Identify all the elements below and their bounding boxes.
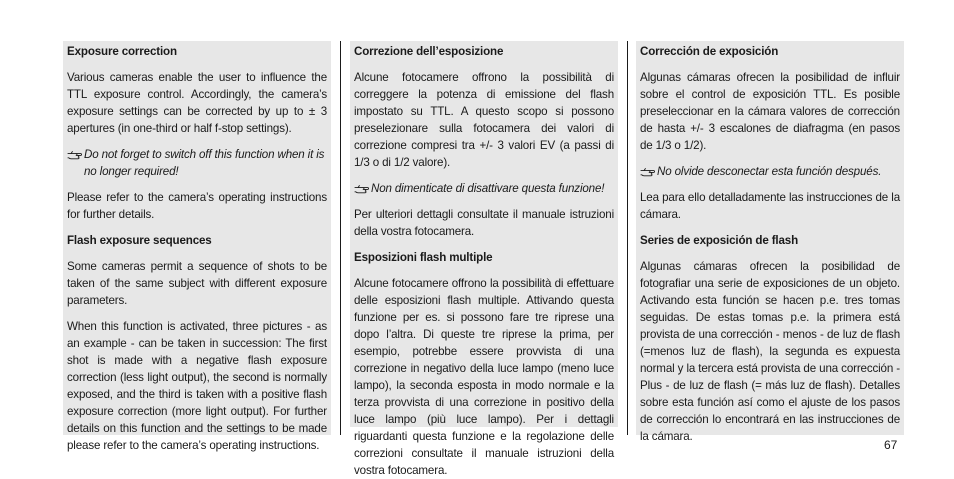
heading-flash-exposure-sequences: Flash exposure sequences <box>67 234 212 247</box>
heading-esposizioni-flash-multiple: Esposizioni flash multiple <box>354 251 493 264</box>
paragraph-correccion-exposicion: Algunas cámaras ofrecen la posibilidad de influir sobre el control de exposición TTL. Es posible preseleccionar en la cámara valores de corrección de hasta +/- 3 escalones de diafragma (en pasos de 1/3 o 1/2). <box>640 71 900 152</box>
paragraph-further-details: Please refer to the camera’s operating instructions for further details. <box>67 191 327 221</box>
heading-correccion-exposicion: Corrección de exposición <box>640 45 779 58</box>
page-number: 67 <box>884 438 898 452</box>
note <box>640 163 900 180</box>
paragraph-correzione-esposizione: Alcune fotocamere offrono la possibilità di correggere la potenza di emissione del flash impostato su TTL. A questo scopo si possono preselezionare sulla fotocamera dei valori di correzione compresi tra +/- 3 valori EV (a passi di 1/3 o di 1/2 valore). <box>354 71 614 169</box>
note-text: Non dimenticate di disattivare questa funzione! <box>371 182 605 195</box>
heading-exposure-correction: Exposure correction <box>67 45 177 58</box>
paragraph-exposure-correction: Various cameras enable the user to influence the TTL exposure control. Accordingly, the camera’s exposure settings can be corrected by up to ± 3 apertures (in one-third or half f-stop settings). <box>67 71 327 135</box>
paragraph-ulteriori-dettagli: Per ulteriori dettagli consultate il manuale istruzioni della vostra fotocamera. <box>354 208 614 238</box>
note-text: Do not forget to switch off this function when it is no longer required! <box>84 148 325 178</box>
column-english <box>63 41 331 452</box>
column-divider <box>627 41 628 435</box>
pointing-hand-icon <box>640 163 657 180</box>
paragraph-esposizioni-multiple: Alcune fotocamere offrono la possibilità di effettuare delle esposizioni flash multiple. Attivando questa funzione per es. si possono fare tre riprese una dopo l’altra. Di queste tre riprese la prima, per esempio, potrebbe essere provvista di una correzione in negativo della luce lampo (meno luce lampo), la seconda esposta in modo normale e la terza provvista di una correzione in positivo della luce lampo (più luce lampo). Per i dettagli riguardanti questa funzione e la regolazione delle correzioni consultate il manuale istruzioni della vostra fotocamera. <box>354 277 614 477</box>
pointing-hand-icon <box>354 180 371 197</box>
note <box>67 146 327 180</box>
note-text: No olvide desconectar esta función después. <box>657 165 882 178</box>
pointing-hand-icon <box>67 146 84 163</box>
note <box>354 180 614 197</box>
paragraph-sequences-intro: Some cameras permit a sequence of shots to be taken of the same subject with different exposure parameters. <box>67 260 327 307</box>
paragraph-lea-instrucciones: Lea para ello detalladamente las instrucciones de la cámara. <box>640 191 900 221</box>
paragraph-series-exposicion: Algunas cámaras ofrecen la posibilidad de fotografiar una serie de exposiciones de un objeto. Activando esta función se hacen p.e. tres tomas seguidas. De estas tomas p.e. la primera está provista de una corrección - menos - de luz de flash (=menos luz de flash), la segunda es expuesta normal y la tercera está provista de una corrección - Plus - de luz de flash (= más luz de flash). Detalles sobre esta función así como el ajuste de los pasos de corrección lo encontrará en las instrucciones de la cámara. <box>640 260 900 443</box>
column-italian <box>350 41 618 477</box>
heading-series-exposicion-flash: Series de exposición de flash <box>640 234 799 247</box>
column-divider <box>340 41 341 435</box>
column-spanish <box>636 41 904 443</box>
heading-correzione-esposizione: Correzione dell’esposizione <box>354 45 504 58</box>
paragraph-sequences-detail: When this function is activated, three pictures - as an example - can be taken in succession: The first shot is made with a negative flash exposure correction (less light output), the second is normally exposed, and the third is taken with a positive flash exposure correction (more light output). For further details on this function and the settings to be made please refer to the camera’s operating instructions. <box>67 320 327 452</box>
